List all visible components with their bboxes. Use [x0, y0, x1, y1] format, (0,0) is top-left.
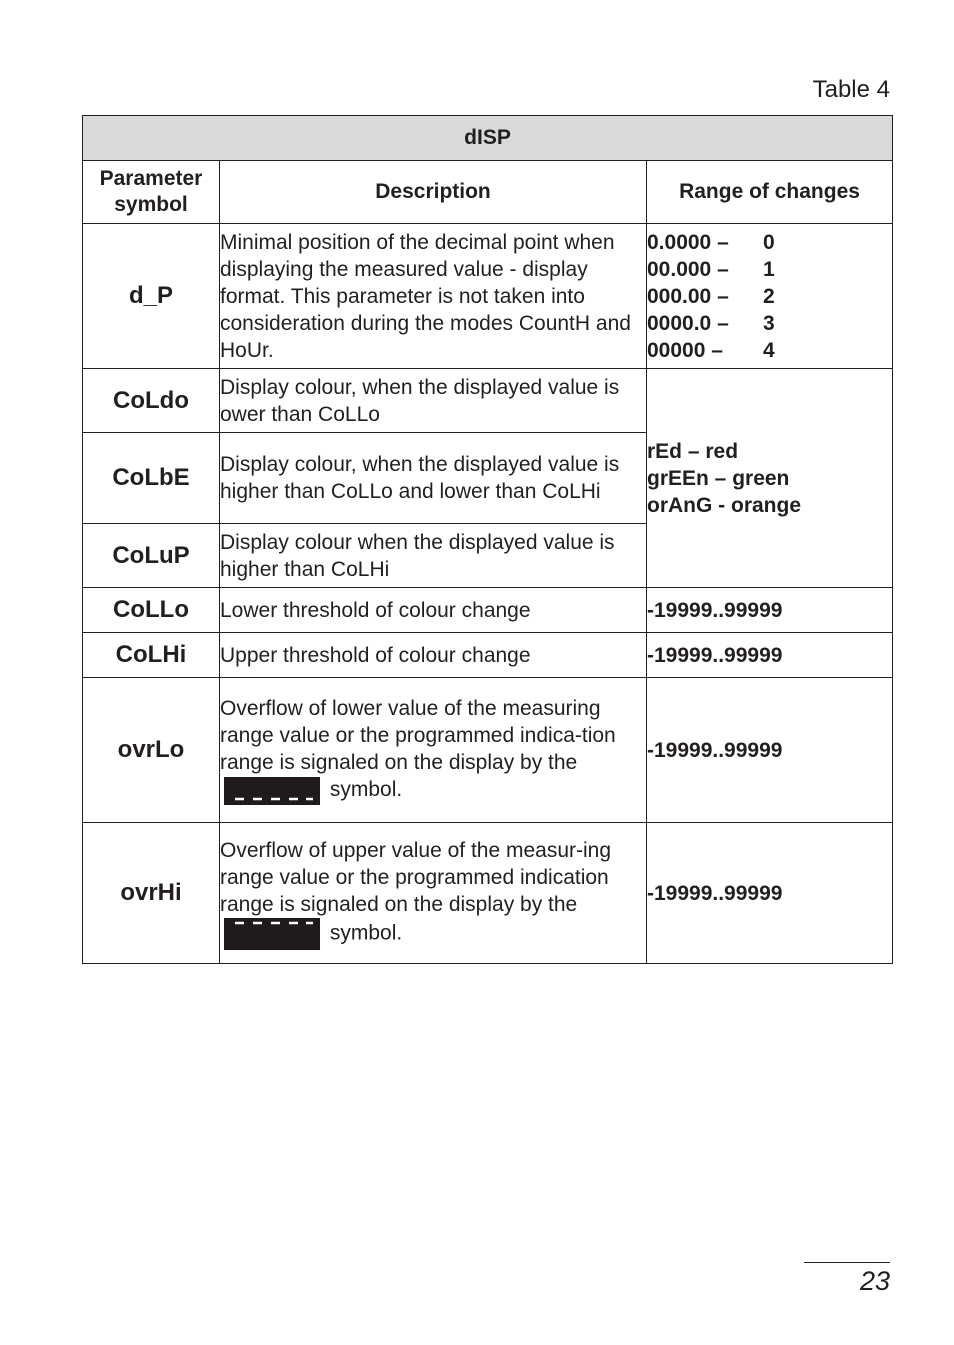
- table-row-ovrlo: [83, 678, 893, 823]
- symbol-cell: ovrLo: [83, 678, 220, 823]
- colour-option-red: rEd – red: [647, 439, 739, 463]
- header-description: Description: [220, 161, 647, 224]
- symbol-cell: CoLdo: [83, 369, 220, 433]
- description-cell: Minimal position of the decimal point when displaying the measured value - display format. This parameter is not taken into consideration during the modes CountH and HoUr.: [220, 224, 647, 369]
- table-row-ovrhi: [83, 823, 893, 964]
- symbol-cell: d_P: [83, 224, 220, 369]
- description-cell: [220, 823, 647, 964]
- description-text: symbol.: [329, 778, 403, 802]
- description-text: Overflow of upper value of the measur-ing range value or the programmed indication range is signaled on the display by the: [220, 838, 612, 916]
- description-cell: Display colour, when the displayed value is higher than CoLLo and lower than CoLHi: [220, 433, 647, 524]
- group-header-row: [83, 116, 893, 161]
- table-row-coldo: [83, 369, 893, 433]
- range-cell: -19999..99999: [647, 633, 893, 678]
- description-cell: Lower threshold of colour change: [220, 588, 647, 633]
- colour-option-orange: orAnG - orange: [647, 493, 802, 517]
- header-symbol: Parameter symbol: [83, 161, 220, 224]
- overflow-dashes-icon: [224, 918, 320, 950]
- format-option: 0000.0 – 3: [647, 311, 775, 335]
- range-cell: -19999..99999: [647, 588, 893, 633]
- description-cell: Display colour when the displayed value is higher than CoLHi: [220, 524, 647, 588]
- description-cell: Display colour, when the displayed value is ower than CoLLo: [220, 369, 647, 433]
- format-option: 00000 – 4: [647, 338, 775, 362]
- parameter-table: [82, 115, 893, 964]
- symbol-cell: ovrHi: [83, 823, 220, 964]
- column-header-row: [83, 161, 893, 224]
- range-cell: -19999..99999: [647, 678, 893, 823]
- range-cell: -19999..99999: [647, 823, 893, 964]
- header-range: Range of changes: [647, 161, 893, 224]
- table-caption: Table 4: [812, 76, 890, 103]
- page-number-rule: [804, 1262, 890, 1263]
- colour-option-green: grEEn – green: [647, 466, 790, 490]
- colour-range-cell: [647, 369, 893, 588]
- description-text: Overflow of lower value of the measuring range value or the programmed indica-tion range is signaled on the display by the: [220, 697, 616, 775]
- description-cell: [220, 678, 647, 823]
- symbol-cell: CoLuP: [83, 524, 220, 588]
- description-cell: Upper threshold of colour change: [220, 633, 647, 678]
- table-row-collo: [83, 588, 893, 633]
- description-text: symbol.: [329, 921, 403, 945]
- symbol-cell: CoLHi: [83, 633, 220, 678]
- format-option: 000.00 – 2: [647, 284, 775, 308]
- symbol-cell: CoLbE: [83, 433, 220, 524]
- page-number: 23: [859, 1266, 890, 1296]
- group-title: dISP: [83, 116, 893, 161]
- format-option: 00.000 – 1: [647, 257, 775, 281]
- range-cell: [647, 224, 893, 369]
- table-row-colhi: [83, 633, 893, 678]
- format-option: 0.0000 – 0: [647, 230, 775, 254]
- symbol-cell: CoLLo: [83, 588, 220, 633]
- underflow-dashes-icon: [224, 777, 320, 805]
- table-row-d-p: [83, 224, 893, 369]
